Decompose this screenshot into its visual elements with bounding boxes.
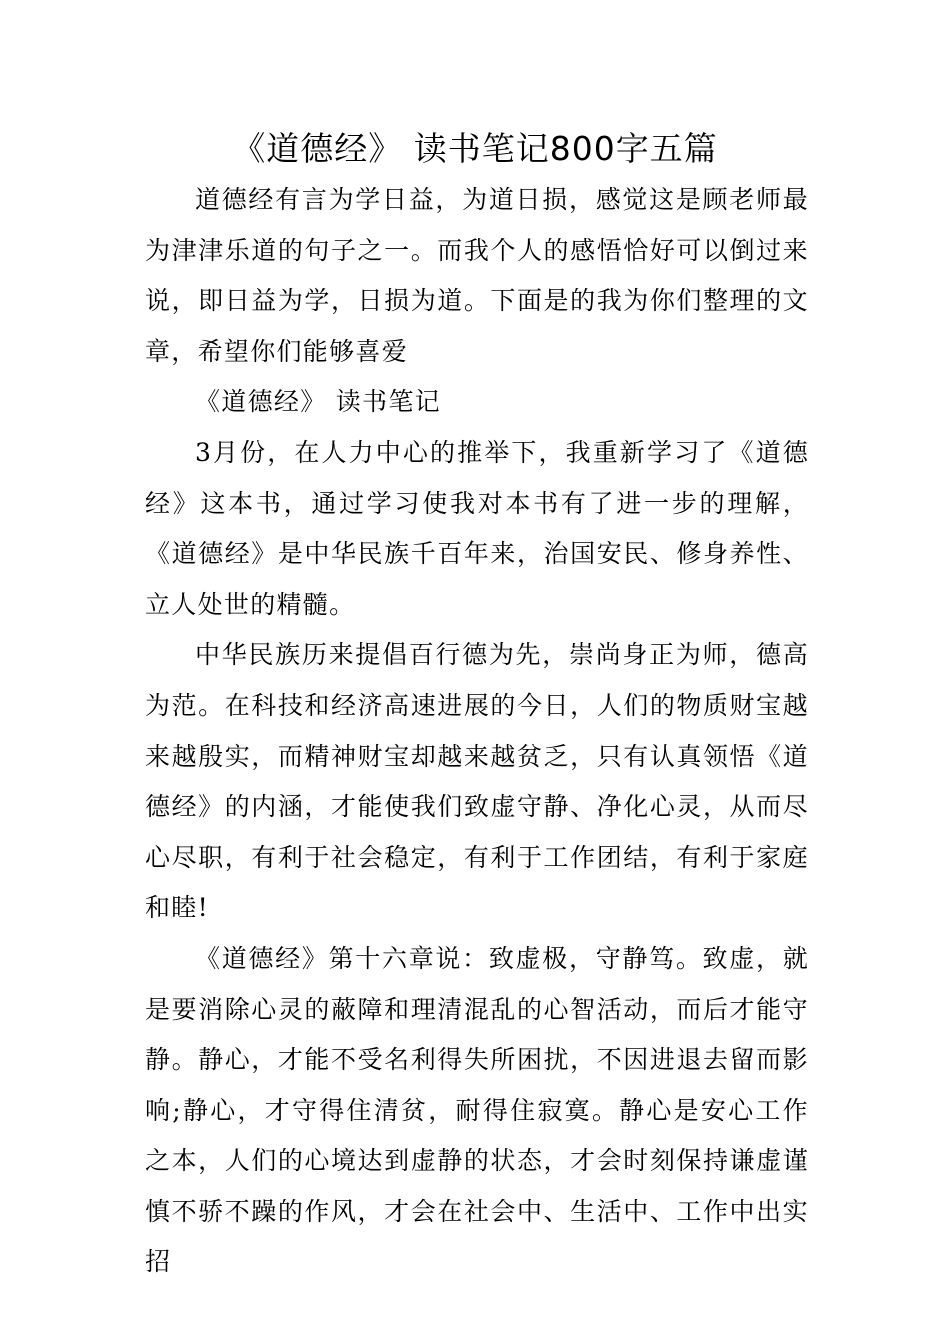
document-body [145,175,809,1288]
paragraph-intro: 道德经有言为学日益，为道日损，感觉这是顾老师最为津津乐道的句子之一。而我个人的感悟恰好可以倒过来说，即日益为学，日损为道。下面是的我为你们整理的文章，希望你们能够喜爱 [145,185,809,366]
document-title: 《道德经》 读书笔记800字五篇 [232,129,718,168]
paragraph-2: 中华民族历来提倡百行德为先，崇尚身正为师，德高为范。在科技和经济高速进展的今日，人们的物质财宝越来越殷实，而精神财宝却越来越贫乏，只有认真领悟《道德经》的内涵，才能使我们致虚守静、净化心灵，从而尽心尽职，有利于社会稳定，有利于工作团结，有利于家庭和睦! [145,640,809,923]
paragraph-1: 3月份，在人力中心的推举下，我重新学习了《道德经》这本书，通过学习使我对本书有了进一步的理解，《道德经》是中华民族千百年来，治国安民、修身养性、立人处世的精髓。 [145,437,809,619]
paragraph-3: 《道德经》第十六章说：致虚极，守静笃。致虚，就是要消除心灵的蔽障和理清混乱的心智活动，而后才能守静。静心，才能不受名利得失所困扰，不因进退去留而影响;静心，才守得住清贫，耐得住寂寞。静心是安心工作之本，人们的心境达到虚静的状态，才会时刻保持谦虚谨慎不骄不躁的作风，才会在社会中、生活中、工作中出实招 [145,943,809,1277]
section-heading: 《道德经》 读书笔记 [195,387,441,417]
